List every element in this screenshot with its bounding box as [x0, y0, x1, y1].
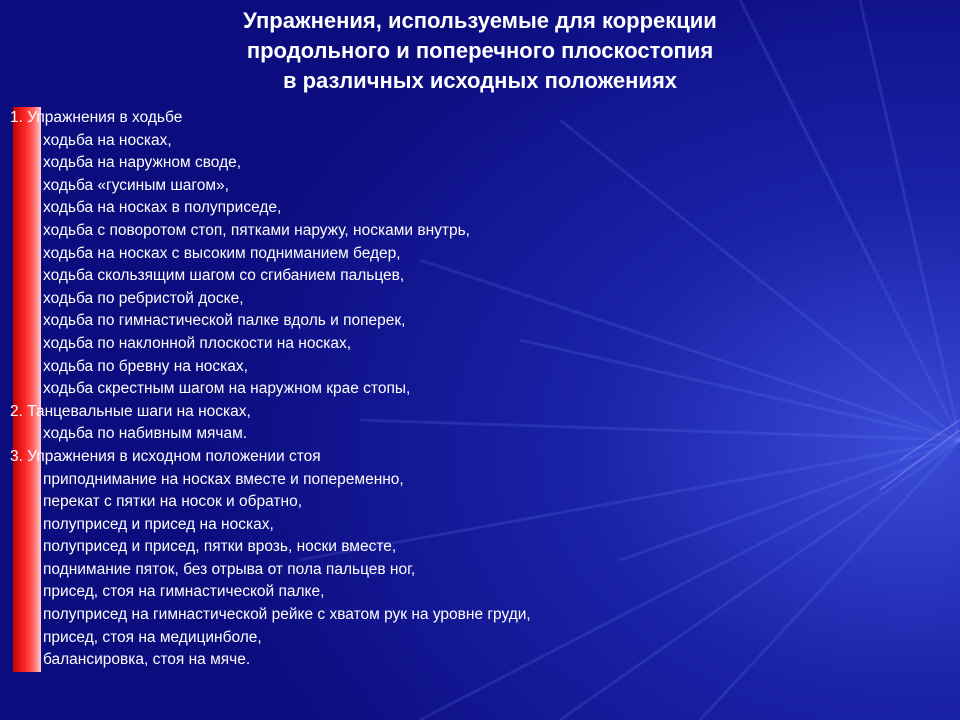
section-heading	[10, 401, 940, 424]
list-item	[10, 288, 940, 311]
list-item	[10, 559, 940, 582]
list-item	[10, 536, 940, 559]
list-item	[10, 152, 940, 175]
bullet-icon: ·	[37, 653, 41, 668]
bullet-icon: ·	[37, 156, 41, 171]
bullet-icon: ·	[37, 382, 41, 397]
bullet-icon: ·	[37, 246, 41, 261]
list-item-text: ходьба по ребристой доске,	[43, 289, 244, 307]
list-item-text: перекат с пятки на носок и обратно,	[43, 493, 302, 511]
bullet-icon: ·	[37, 269, 41, 284]
list-item	[10, 356, 940, 379]
list-item	[10, 469, 940, 492]
bullet-icon: ·	[37, 178, 41, 193]
bullet-icon: ·	[37, 427, 41, 442]
list-item-text: ходьба с поворотом стоп, пятками наружу, носками внутрь,	[43, 221, 470, 239]
list-item-text: ходьба по наклонной плоскости на носках,	[43, 334, 352, 352]
list-item-text: ходьба на носках с высоким подниманием бедер,	[43, 244, 401, 262]
list-item	[10, 581, 940, 604]
bullet-icon: ·	[37, 472, 41, 487]
list-item-text: поднимание пяток, без отрыва от пола пальцев ног,	[43, 560, 416, 578]
bullet-icon: ·	[37, 562, 41, 577]
list-item-text: ходьба по бревну на носках,	[43, 357, 248, 375]
bullet-icon: ·	[37, 608, 41, 623]
list-item	[10, 627, 940, 650]
list-item-text: балансировка, стоя на мяче.	[43, 651, 251, 669]
list-item	[10, 265, 940, 288]
bullet-icon: ·	[37, 133, 41, 148]
bullet-icon: ·	[37, 314, 41, 329]
bullet-icon: ·	[37, 540, 41, 555]
list-item-text: присед, стоя на медицинболе,	[43, 628, 262, 646]
list-item	[10, 649, 940, 672]
list-item-text: приподнимание на носках вместе и попеременно,	[43, 470, 404, 488]
list-item	[10, 514, 940, 537]
bullet-icon: ·	[37, 495, 41, 510]
list-item	[10, 130, 940, 153]
title-line-3: в различных исходных положениях	[282, 68, 678, 93]
section-heading-text: 2. Танцевальные шаги на носках,	[10, 402, 251, 420]
list-item	[10, 243, 940, 266]
bullet-icon: ·	[37, 223, 41, 238]
bullet-icon: ·	[37, 201, 41, 216]
section-heading	[10, 446, 940, 469]
bullet-icon: ·	[37, 630, 41, 645]
list-item	[10, 423, 940, 446]
bullet-icon: ·	[37, 359, 41, 374]
list-item-text: ходьба на наружном своде,	[43, 154, 242, 172]
list-item	[10, 333, 940, 356]
list-item-text: ходьба скользящим шагом со сгибанием пальцев,	[43, 267, 405, 285]
title-line-1: Упражнения, используемые для коррекции	[243, 8, 717, 33]
list-item-text: ходьба по набивным мячам.	[43, 425, 248, 443]
list-item-text: полуприсед на гимнастической рейке с хватом рук на уровне груди,	[43, 606, 531, 624]
list-item	[10, 378, 940, 401]
section-heading-text: 1. Упражнения в ходьбе	[10, 109, 183, 126]
list-item-text: полуприсед и присед на носках,	[43, 515, 274, 533]
list-item	[10, 604, 940, 627]
section-heading	[10, 107, 940, 130]
list-item	[10, 310, 940, 333]
list-item-text: ходьба «гусиным шагом»,	[43, 176, 229, 194]
list-item	[10, 220, 940, 243]
list-item-text: ходьба скрестным шагом на наружном крае стопы,	[43, 380, 411, 398]
title-line-2: продольного и поперечного плоскостопия	[246, 38, 714, 63]
exercise-list	[10, 107, 940, 672]
slide-title	[0, 6, 960, 96]
bullet-icon: ·	[37, 585, 41, 600]
list-item-text: ходьба по гимнастической палке вдоль и поперек,	[43, 312, 406, 330]
bullet-icon: ·	[37, 291, 41, 306]
list-item-text: полуприсед и присед, пятки врозь, носки вместе,	[43, 538, 397, 556]
list-item	[10, 197, 940, 220]
bullet-icon: ·	[37, 517, 41, 532]
bullet-icon: ·	[37, 336, 41, 351]
list-item	[10, 175, 940, 198]
list-item-text: ходьба на носках в полуприседе,	[43, 199, 282, 217]
section-heading-text: 3. Упражнения в исходном положении стоя	[10, 447, 321, 465]
list-item-text: ходьба на носках,	[43, 131, 172, 149]
list-item	[10, 491, 940, 514]
list-item-text: присед, стоя на гимнастической палке,	[43, 583, 325, 601]
